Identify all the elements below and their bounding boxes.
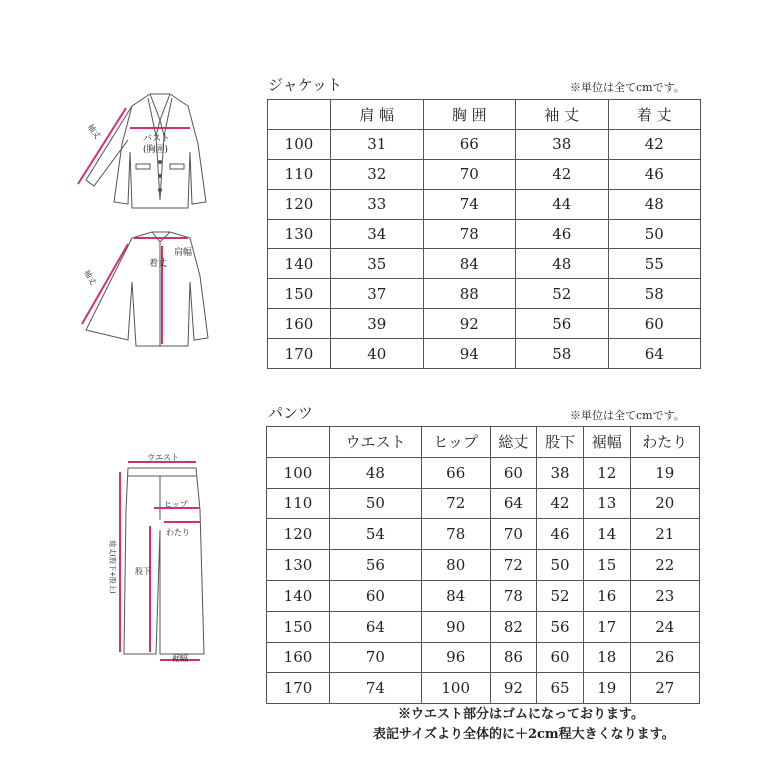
table-header-cell: 胸 囲 [423,100,516,130]
table-cell: 46 [608,159,701,189]
size-cell: 100 [268,129,331,159]
table-cell: 50 [608,219,701,249]
jacket-unit-note: ※単位は全てcmです。 [570,81,685,94]
table-cell: 94 [423,339,516,369]
table-cell: 88 [423,279,516,309]
size-cell: 120 [267,519,330,550]
table-cell: 96 [421,642,490,673]
table-cell: 80 [421,550,490,581]
table-cell: 20 [630,488,699,519]
table-cell: 33 [331,189,424,219]
size-cell: 110 [267,488,330,519]
table-cell: 18 [583,642,630,673]
table-cell: 42 [537,488,584,519]
table-cell: 50 [537,550,584,581]
table-cell: 13 [583,488,630,519]
size-cell: 160 [267,642,330,673]
table-cell: 48 [516,249,609,279]
table-cell: 40 [331,339,424,369]
table-row [268,339,701,369]
table-cell: 37 [331,279,424,309]
table-cell: 15 [583,550,630,581]
table-header-cell: 股下 [537,427,584,458]
table-cell: 78 [490,580,537,611]
table-cell: 54 [330,519,422,550]
table-cell: 90 [421,611,490,642]
size-cell: 100 [267,457,330,488]
table-cell: 21 [630,519,699,550]
table-cell: 60 [537,642,584,673]
table-cell: 32 [331,159,424,189]
table-cell: 70 [490,519,537,550]
inseam-label: 股下 [135,567,151,576]
hip-label: ヒップ [164,500,188,509]
table-header-cell: ヒップ [421,427,490,458]
pants-unit-note: ※単位は全てcmです。 [570,409,685,422]
table-row [267,580,700,611]
table-cell: 52 [537,580,584,611]
jacket-size-table [267,99,701,369]
thigh-label: わたり [166,528,190,537]
total-length-label: 総丈(股下+股上) [108,540,117,594]
table-cell: 52 [516,279,609,309]
table-cell: 74 [330,673,422,704]
sleeve-front-label: 袖丈 [85,122,103,141]
table-cell: 100 [421,673,490,704]
table-header-row [267,427,700,458]
size-cell: 130 [267,550,330,581]
size-cell: 150 [267,611,330,642]
pants-illustration [100,450,220,670]
table-cell: 74 [423,189,516,219]
size-cell: 170 [268,339,331,369]
table-header-cell: 総丈 [490,427,537,458]
table-cell: 22 [630,550,699,581]
size-cell: 170 [267,673,330,704]
table-cell: 70 [423,159,516,189]
table-row [268,189,701,219]
footnote-elastic: ※ウエスト部分はゴムになっております。 [398,707,644,722]
size-cell: 110 [268,159,331,189]
table-cell: 26 [630,642,699,673]
table-header-cell: ウエスト [330,427,422,458]
table-cell: 16 [583,580,630,611]
table-row [268,309,701,339]
table-cell: 48 [608,189,701,219]
table-row [268,159,701,189]
table-header-cell [268,100,331,130]
table-cell: 92 [423,309,516,339]
table-cell: 17 [583,611,630,642]
table-cell: 64 [330,611,422,642]
table-cell: 92 [490,673,537,704]
table-header-cell: 裾幅 [583,427,630,458]
table-row [268,129,701,159]
table-cell: 19 [630,457,699,488]
table-cell: 60 [608,309,701,339]
table-cell: 78 [421,519,490,550]
table-cell: 60 [330,580,422,611]
table-cell: 70 [330,642,422,673]
size-cell: 120 [268,189,331,219]
table-cell: 39 [331,309,424,339]
table-row [267,488,700,519]
table-cell: 56 [537,611,584,642]
table-cell: 50 [330,488,422,519]
table-row [267,642,700,673]
table-cell: 56 [516,309,609,339]
sleeve-back-label: 袖丈 [82,268,98,287]
table-cell: 84 [421,580,490,611]
table-header-cell: わたり [630,427,699,458]
pants-title: パンツ [268,404,314,422]
table-row [268,249,701,279]
table-cell: 84 [423,249,516,279]
table-cell: 66 [423,129,516,159]
table-cell: 24 [630,611,699,642]
table-cell: 31 [331,129,424,159]
pants-size-table [266,426,700,704]
table-cell: 82 [490,611,537,642]
length-label: 着丈 [149,259,168,269]
table-row [267,673,700,704]
size-cell: 160 [268,309,331,339]
table-row [267,457,700,488]
size-cell: 130 [268,219,331,249]
table-cell: 46 [516,219,609,249]
table-row [268,279,701,309]
bust-sub-label: (胸囲) [143,145,169,155]
table-cell: 34 [331,219,424,249]
table-row [267,550,700,581]
size-cell: 150 [268,279,331,309]
table-cell: 35 [331,249,424,279]
table-cell: 72 [421,488,490,519]
table-cell: 86 [490,642,537,673]
table-cell: 19 [583,673,630,704]
jacket-back-illustration [70,220,230,350]
table-cell: 58 [516,339,609,369]
footnote-sizing: 表記サイズより全体的に＋2cm程大きくなります。 [373,727,675,742]
table-cell: 14 [583,519,630,550]
size-cell: 140 [267,580,330,611]
table-cell: 64 [608,339,701,369]
table-cell: 38 [516,129,609,159]
bust-label: バスト [143,134,171,144]
size-cell: 140 [268,249,331,279]
table-cell: 64 [490,488,537,519]
table-cell: 38 [537,457,584,488]
table-header-row [268,100,701,130]
table-row [267,611,700,642]
shoulder-label: 肩幅 [174,248,193,258]
table-cell: 56 [330,550,422,581]
table-header-cell: 肩 幅 [331,100,424,130]
table-header-cell: 袖 丈 [516,100,609,130]
table-cell: 58 [608,279,701,309]
jacket-title: ジャケット [268,76,342,94]
table-cell: 23 [630,580,699,611]
table-cell: 60 [490,457,537,488]
table-cell: 72 [490,550,537,581]
table-cell: 65 [537,673,584,704]
table-cell: 48 [330,457,422,488]
table-row [268,219,701,249]
table-header-cell: 着 丈 [608,100,701,130]
table-cell: 27 [630,673,699,704]
table-header-cell [267,427,330,458]
table-cell: 46 [537,519,584,550]
table-cell: 55 [608,249,701,279]
table-cell: 42 [608,129,701,159]
hem-label: 裾幅 [172,654,188,663]
table-cell: 12 [583,457,630,488]
table-cell: 44 [516,189,609,219]
waist-label: ウエスト [147,453,179,462]
table-cell: 42 [516,159,609,189]
table-cell: 78 [423,219,516,249]
table-row [267,519,700,550]
table-cell: 66 [421,457,490,488]
